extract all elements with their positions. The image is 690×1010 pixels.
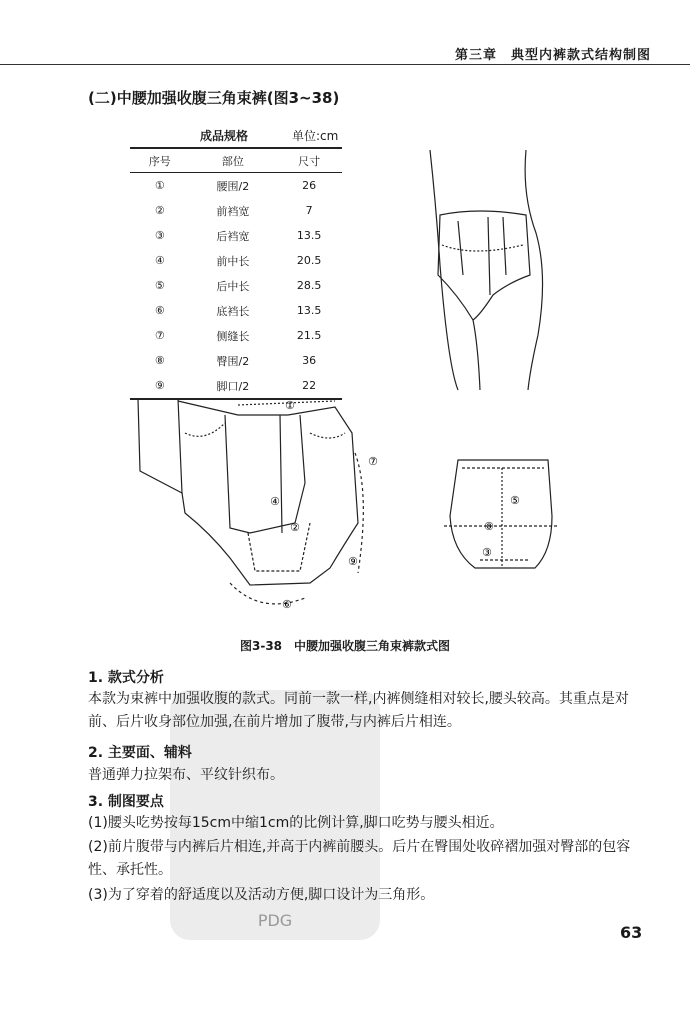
header-rule xyxy=(0,64,690,65)
table-cell: 脚口/2 xyxy=(190,373,277,399)
front-garment-illustration xyxy=(130,393,390,615)
table-cell: ⑥ xyxy=(154,304,165,317)
table-cell: 后裆宽 xyxy=(216,229,250,243)
table-row xyxy=(130,198,342,223)
front-label-4: ④ xyxy=(270,495,280,508)
paragraph-style-analysis: 本款为束裤中加强收腹的款式。同前一款一样,内裤侧缝相对较长,腰头较高。其重点是对前、后片收身部位加强,在前片增加了腹带,与内裤后片相连。 xyxy=(88,691,629,730)
table-header-cell: 部位 xyxy=(190,148,277,173)
paragraph-materials: 普通弹力拉架布、平纹针织布。 xyxy=(88,767,284,783)
table-cell: 20.5 xyxy=(296,254,322,267)
table-row xyxy=(130,323,342,348)
table-cell: 22 xyxy=(276,373,342,399)
table-row xyxy=(130,348,342,373)
table-caption: 成品规格 xyxy=(200,129,249,143)
table-row xyxy=(130,273,342,298)
section-heading-drafting-points: 3. 制图要点 xyxy=(88,794,164,810)
table-cell: 36 xyxy=(302,354,317,367)
table-cell: 13.5 xyxy=(296,304,322,317)
figure-caption: 图3-38 中腰加强收腹三角束裤款式图 xyxy=(239,639,451,653)
table-cell: 底裆长 xyxy=(216,304,250,318)
table-cell: ⑨ xyxy=(130,373,190,399)
table-cell: ② xyxy=(154,204,165,217)
front-label-9: ⑨ xyxy=(348,555,358,568)
table-cell: 26 xyxy=(302,179,317,192)
table-row xyxy=(130,173,342,199)
back-label-3: ③ xyxy=(482,546,492,559)
back-label-8: ⑧ xyxy=(484,520,494,533)
table-cell: ④ xyxy=(154,254,165,267)
table-cell: 后中长 xyxy=(216,279,250,293)
table-row xyxy=(130,298,342,323)
paragraph-drafting-point-1: (1)腰头吃势按每15cm中缩1cm的比例计算,脚口吃势与腰头相近。 xyxy=(88,815,504,831)
table-cell: 腰围/2 xyxy=(216,179,250,193)
body-illustration xyxy=(418,145,568,395)
table-cell: 7 xyxy=(305,204,313,217)
table-cell: 21.5 xyxy=(296,329,322,342)
paragraph-drafting-point-2: (2)前片腹带与内裤后片相连,并高于内裤前腰头。后片在臀围处收碎褶加强对臀部的包容性、承托性。 xyxy=(88,839,631,878)
chapter-header: 第三章 典型内裤款式结构制图 xyxy=(455,48,652,63)
back-garment-illustration xyxy=(440,456,565,581)
watermark-text: PDG xyxy=(257,911,293,930)
table-header-cell: 序号 xyxy=(130,148,190,173)
table-cell: 臀围/2 xyxy=(216,354,250,368)
table-cell: ⑧ xyxy=(154,354,165,367)
back-label-5: ⑤ xyxy=(510,494,520,507)
table-row xyxy=(130,248,342,273)
table-row xyxy=(130,223,342,248)
table-cell: 28.5 xyxy=(296,279,322,292)
front-label-1: ① xyxy=(285,399,295,412)
table-cell: ⑦ xyxy=(154,329,165,342)
section-title: (二)中腰加强收腹三角束裤(图3~38) xyxy=(88,89,340,107)
section-heading-materials: 2. 主要面、辅料 xyxy=(88,745,192,761)
table-unit: 单位:cm xyxy=(292,129,339,143)
table-cell: ① xyxy=(154,179,165,192)
table-cell: ⑤ xyxy=(154,279,165,292)
table-cell: ③ xyxy=(154,229,165,242)
section-heading-style-analysis: 1. 款式分析 xyxy=(88,670,164,686)
table-header-row xyxy=(130,148,342,173)
page-number: 63 xyxy=(620,923,643,942)
table-cell: 前裆宽 xyxy=(216,204,250,218)
table-cell: 13.5 xyxy=(296,229,322,242)
front-label-2: ② xyxy=(290,521,300,534)
table-cell: 前中长 xyxy=(216,254,250,268)
front-label-6: ⑥ xyxy=(282,598,292,611)
table-header-cell: 尺寸 xyxy=(276,148,342,173)
table-cell: 侧缝长 xyxy=(216,329,250,343)
paragraph-drafting-point-3: (3)为了穿着的舒适度以及活动方便,脚口设计为三角形。 xyxy=(88,887,435,903)
spec-table xyxy=(130,147,342,400)
front-label-7: ⑦ xyxy=(368,455,378,468)
